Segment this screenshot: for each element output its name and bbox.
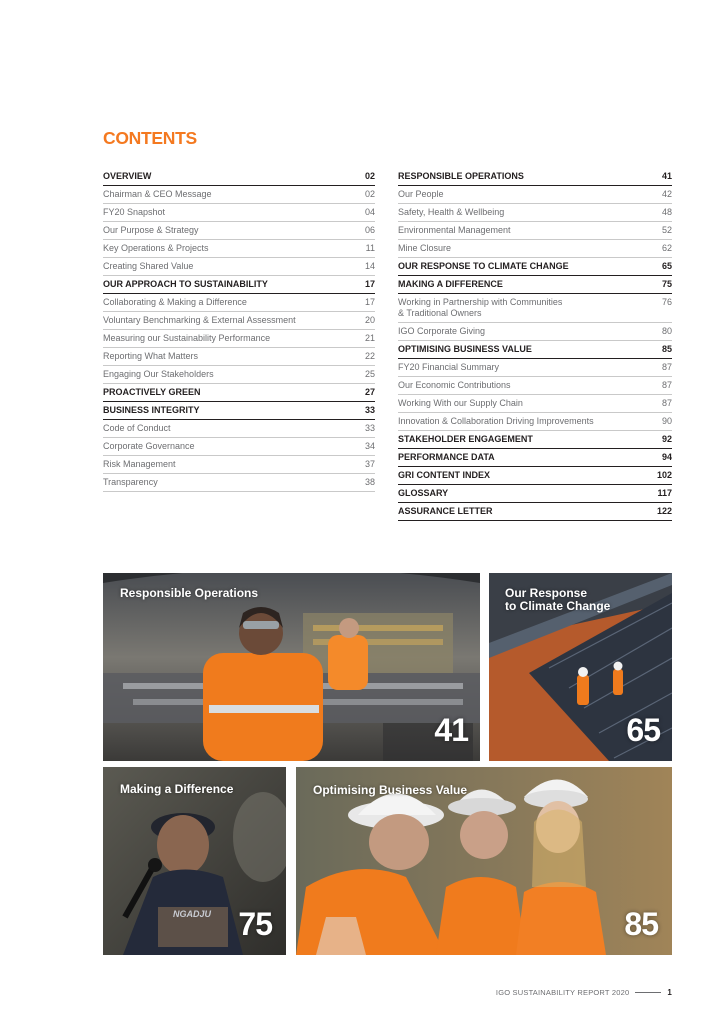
toc-section-label: PROACTIVELY GREEN (103, 387, 201, 397)
toc-entry-row[interactable] (103, 294, 375, 312)
toc-section-label: OUR APPROACH TO SUSTAINABILITY (103, 279, 268, 289)
toc-section-row[interactable] (103, 168, 375, 186)
toc-section-row[interactable] (103, 384, 375, 402)
toc-entry-label: Code of Conduct (103, 423, 171, 433)
tile-page-number: 75 (238, 906, 272, 942)
toc-entry-row[interactable] (398, 294, 672, 323)
toc-section-label: OPTIMISING BUSINESS VALUE (398, 344, 532, 354)
toc-section-row[interactable] (103, 276, 375, 294)
toc-page-number: 17 (364, 297, 375, 307)
toc-page-number: 38 (364, 477, 375, 487)
toc-entry-row[interactable] (103, 438, 375, 456)
toc-page-number: 102 (656, 470, 672, 480)
toc-page-number: 62 (661, 243, 672, 253)
report-name: IGO SUSTAINABILITY REPORT 2020 (495, 988, 630, 997)
toc-entry-label: Creating Shared Value (103, 261, 194, 271)
toc-left-column (103, 168, 375, 492)
toc-page-number: 87 (661, 362, 672, 372)
tile-page-number: 85 (624, 906, 658, 942)
toc-entry-row[interactable] (103, 258, 375, 276)
toc-section-label: GLOSSARY (398, 488, 449, 498)
toc-page-number: 85 (661, 344, 672, 354)
tile-page-number: 41 (434, 712, 468, 748)
toc-entry-label: Reporting What Matters (103, 351, 199, 361)
toc-section-label: OVERVIEW (103, 171, 152, 181)
toc-page-number: 22 (364, 351, 375, 361)
toc-entry-row[interactable] (103, 420, 375, 438)
toc-page-number: 33 (364, 405, 375, 415)
toc-entry-row[interactable] (398, 222, 672, 240)
photo-optimising-business-value[interactable] (296, 767, 672, 955)
toc-section-label: OUR RESPONSE TO CLIMATE CHANGE (398, 261, 569, 271)
toc-page-number: 65 (661, 261, 672, 271)
toc-entry-label: Working With our Supply Chain (398, 398, 523, 408)
toc-entry-label: Environmental Management (398, 225, 511, 235)
toc-page-number: 14 (364, 261, 375, 271)
toc-page-number: 122 (656, 506, 672, 516)
toc-section-row[interactable] (398, 168, 672, 186)
toc-section-label: BUSINESS INTEGRITY (103, 405, 200, 415)
toc-entry-row[interactable] (103, 312, 375, 330)
toc-entry-row[interactable] (398, 186, 672, 204)
toc-page-number: 87 (661, 380, 672, 390)
toc-page-number: 117 (657, 488, 672, 498)
page-number: 1 (667, 988, 672, 997)
toc-entry-label: Our Economic Contributions (398, 380, 511, 390)
shirt-print-text: NGADJU (173, 909, 212, 919)
toc-page-number: 41 (661, 171, 672, 181)
toc-right-column (398, 168, 672, 521)
toc-section-row[interactable] (398, 341, 672, 359)
toc-page-number: 21 (364, 333, 375, 343)
page-footer (496, 988, 672, 997)
toc-page-number: 92 (661, 434, 672, 444)
toc-page-number: 04 (364, 207, 375, 217)
toc-page-number: 75 (661, 279, 672, 289)
photo-making-a-difference[interactable] (103, 767, 286, 955)
tile-caption: Responsible Operations (120, 586, 259, 600)
toc-entry-label: Our Purpose & Strategy (103, 225, 199, 235)
toc-entry-label: Corporate Governance (103, 441, 195, 451)
toc-entry-label: Innovation & Collaboration Driving Improvements (398, 416, 594, 426)
toc-entry-label: Our People (398, 189, 444, 199)
toc-entry-row[interactable] (398, 323, 672, 341)
tile-caption: Making a Difference (120, 782, 234, 796)
toc-entry-label: FY20 Snapshot (103, 207, 166, 217)
toc-section-row[interactable] (398, 276, 672, 294)
toc-section-row[interactable] (398, 431, 672, 449)
toc-entry-row[interactable] (398, 240, 672, 258)
toc-section-row[interactable] (398, 449, 672, 467)
toc-entry-row[interactable] (398, 377, 672, 395)
toc-page-number: 42 (661, 189, 672, 199)
footer-rule (635, 992, 661, 993)
workshop-photo (103, 573, 480, 761)
toc-entry-label: FY20 Financial Summary (398, 362, 500, 372)
toc-page-number: 37 (364, 459, 375, 469)
toc-page-number: 25 (364, 369, 375, 379)
tile-caption: Our Response to Climate Change (505, 586, 611, 613)
toc-entry-label: Voluntary Benchmarking & External Assessment (103, 315, 296, 325)
toc-entry-row[interactable] (103, 204, 375, 222)
toc-page-number: 02 (364, 189, 375, 199)
toc-section-label: RESPONSIBLE OPERATIONS (398, 171, 524, 181)
toc-entry-label: Working in Partnership with Communities & Traditional Owners (398, 297, 563, 318)
toc-section-row[interactable] (398, 467, 672, 485)
toc-entry-row[interactable] (103, 240, 375, 258)
toc-entry-row[interactable] (398, 204, 672, 222)
toc-entry-row[interactable] (398, 395, 672, 413)
toc-entry-label: Transparency (103, 477, 158, 487)
toc-page-number: 80 (661, 326, 672, 336)
toc-page-number: 20 (364, 315, 375, 325)
toc-section-label: ASSURANCE LETTER (398, 506, 493, 516)
toc-entry-row[interactable] (103, 186, 375, 204)
toc-entry-row[interactable] (398, 359, 672, 377)
toc-page-number: 52 (661, 225, 672, 235)
toc-entry-row[interactable] (103, 222, 375, 240)
photo-responsible-operations[interactable] (103, 573, 480, 761)
toc-page-number: 87 (661, 398, 672, 408)
toc-page-number: 27 (364, 387, 375, 397)
toc-page-number: 33 (364, 423, 375, 433)
tile-caption: Optimising Business Value (313, 783, 468, 797)
toc-entry-row[interactable] (103, 474, 375, 492)
toc-page-number: 34 (364, 441, 375, 451)
toc-section-row[interactable] (398, 258, 672, 276)
toc-section-label: PERFORMANCE DATA (398, 452, 495, 462)
toc-section-label: MAKING A DIFFERENCE (398, 279, 503, 289)
toc-entry-label: Measuring our Sustainability Performance (103, 333, 271, 343)
toc-entry-label: Mine Closure (398, 243, 452, 253)
toc-section-label: GRI CONTENT INDEX (398, 470, 491, 480)
toc-entry-label: Engaging Our Stakeholders (103, 369, 214, 379)
toc-page-number: 90 (661, 416, 672, 426)
toc-entry-label: Key Operations & Projects (103, 243, 209, 253)
toc-section-row[interactable] (103, 402, 375, 420)
toc-page-number: 17 (364, 279, 375, 289)
toc-page-number: 48 (661, 207, 672, 217)
toc-page-number: 06 (364, 225, 375, 235)
photo-climate-change[interactable] (489, 573, 672, 761)
toc-entry-row[interactable] (103, 456, 375, 474)
toc-entry-label: Chairman & CEO Message (103, 189, 212, 199)
tile-page-number: 65 (626, 712, 660, 748)
toc-entry-row[interactable] (103, 348, 375, 366)
toc-entry-row[interactable] (103, 366, 375, 384)
toc-entry-row[interactable] (398, 413, 672, 431)
toc-section-row[interactable] (398, 485, 672, 503)
page-title: CONTENTS (103, 128, 197, 148)
toc-entry-label: IGO Corporate Giving (398, 326, 486, 336)
toc-page-number: 02 (364, 171, 375, 181)
toc-page-number: 76 (661, 297, 672, 307)
toc-entry-label: Collaborating & Making a Difference (103, 297, 247, 307)
toc-section-label: STAKEHOLDER ENGAGEMENT (398, 434, 533, 444)
toc-entry-row[interactable] (103, 330, 375, 348)
toc-section-row[interactable] (398, 503, 672, 521)
toc-page-number: 94 (661, 452, 672, 462)
toc-entry-label: Risk Management (103, 459, 176, 469)
toc-page-number: 11 (365, 243, 375, 253)
toc-entry-label: Safety, Health & Wellbeing (398, 207, 505, 217)
